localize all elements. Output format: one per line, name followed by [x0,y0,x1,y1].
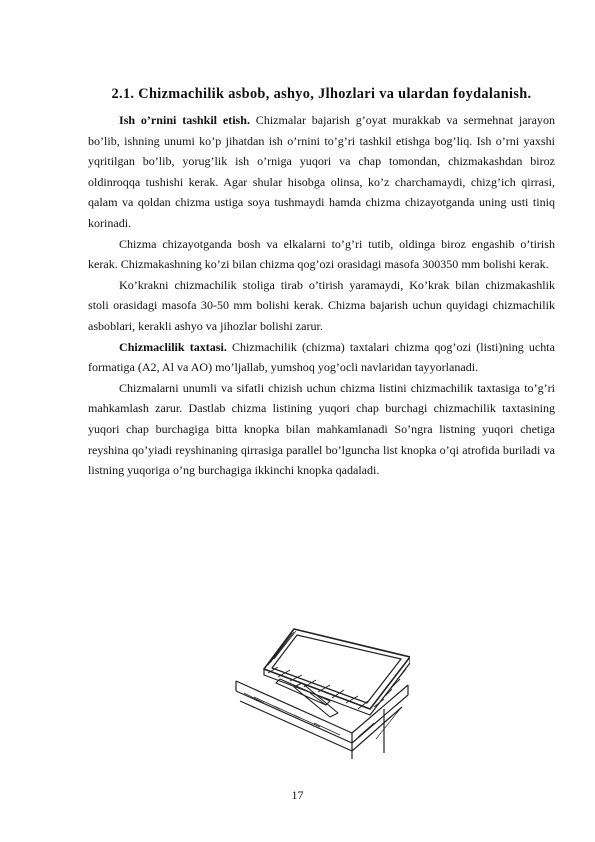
page-content [88,84,555,481]
paragraph-2-text: Chizma chizayotganda bosh va elkalarni to’g’ri tutib, oldinga biroz engashib o’tirish kerak. Chizmakashning ko’zi bilan chizma qog’ozi orasidagi masofa 300350 mm bolishi kerak. [88,236,555,272]
section-heading: 2.1. Chizmachilik asbob, ashyo, Jlhozlari va ulardan foydalanish. [111,86,532,102]
paragraph-4-lead: Chizmaclilik taxtasi. [119,339,227,354]
page-number: 17 [291,788,304,802]
paragraph-3 [88,275,555,337]
paragraph-1-lead: Ish o’rnini tashkil etish. [119,113,250,127]
paragraph-2 [88,234,555,275]
paragraph-4 [88,337,555,378]
drawing-board-illustration [234,613,410,760]
paragraph-1 [88,110,555,234]
paragraph-5 [88,378,555,481]
paragraph-4-text: Chizmachilik (chizma) taxtalari chizma qog’ozi (listi)ning uchta formatiga (A2, Al va AO) mo’ljallab, yumshoq yog’ocli navlaridan tayyorlanadi. [88,339,555,375]
paragraph-1-text: Chizmalar bajarish g’oyat murakkab va sermehnat jarayon bo’lib, ishning unumi ko’p jihatdan ish o’rnini to’g’ri tashkil etishga bog’liq. Ish o’rni yaxshi yqritilgan bo’lib, yorug’lik ish o’rniga yuqori va chap tomondan, chizmakashdan biroz oldinroqqa tushishi kerak. Agar shular hisobga olinsa, ko’z charchamaydi, chizg’ich qirrasi, qalam va qoldan chizma ustiga soya tushmaydi hamda chizma chizayotganda uning usti tiniq korinadi. [88,113,555,230]
drawing-board-figure [234,613,410,760]
paragraph-3-text: Ko’krakni chizmachilik stoliga tirab o’tirish yaramaydi, Ko’krak bilan chizmakashlik stoli orasidagi masofa 30-50 mm bolishi kerak. Chizma bajarish uchun quyidagi chizmachilik asboblari, kerakli ashyo va jihozlar bolishi zarur. [88,277,555,333]
paragraph-5-text: Chizmalarni unumli va sifatli chizish uchun chizma listini chizmachilik taxtasiga to’g’ri mahkamlash zarur. Dastlab chizma listining yuqori chap burchagi chizmachilik taxtasining yuqori chap burchagiga bitta knopka bilan mahkamlanadi So’ngra listning yuqori chetiga reyshina qo’yiadi reyshinaning qirrasiga parallel bo’lguncha list knopka o’qi atrofida buriladi va listning yuqoriga o’ng burchagiga ikkinchi knopka qadaladi. [88,380,555,478]
